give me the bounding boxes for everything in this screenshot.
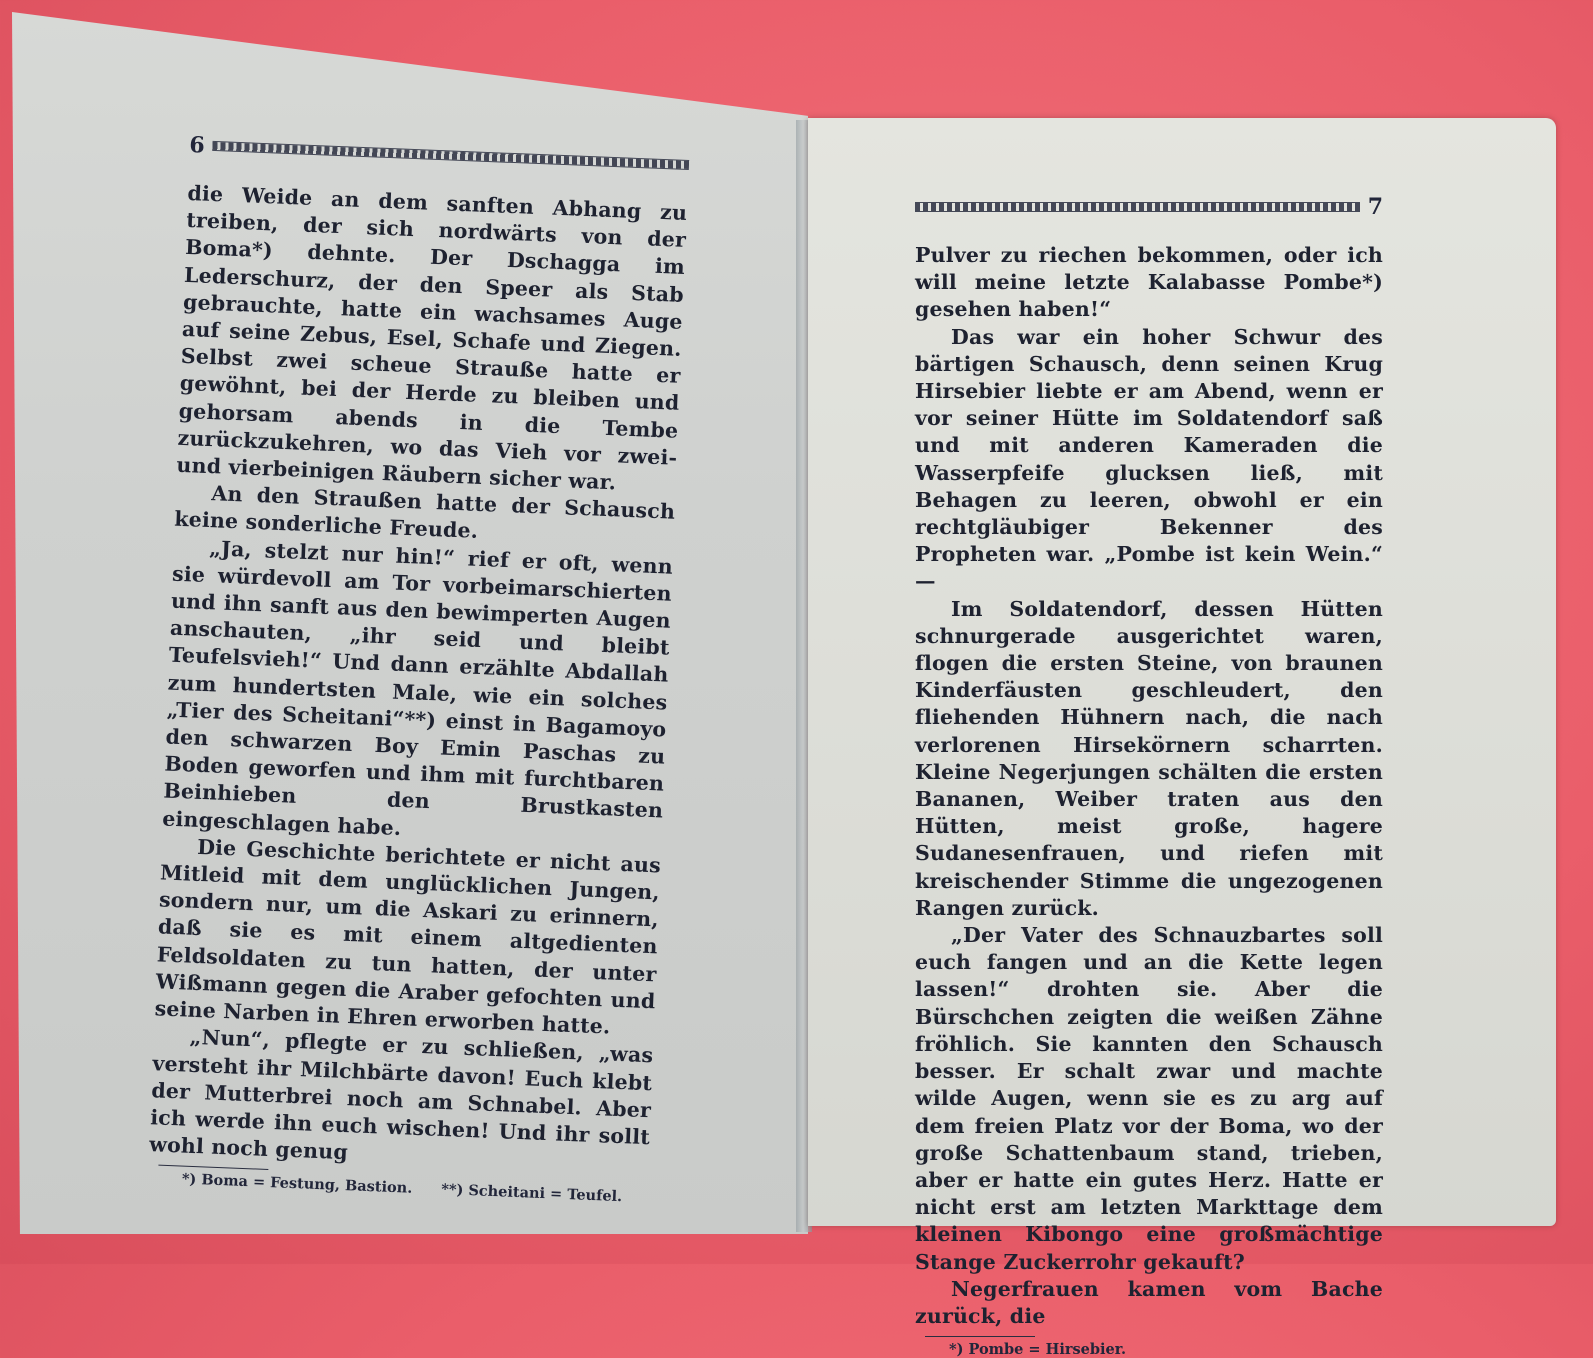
page-number-left: 6 bbox=[188, 131, 206, 159]
paragraph: Negerfrauen kamen vom Bache zurück, die bbox=[915, 1276, 1383, 1328]
paragraph: Im Soldatendorf, dessen Hütten schnurgerade ausgerichtet waren, flogen die ersten Steine, von braunen Kinderfäusten geschleudert, den fliehenden Hühnern nach, die nach verlorenen Hirsekörnern scharrten. Kleine Negerjungen schälten die ersten Bananen, Weiber traten aus den Hütten, meist große, hagere Sudanesenfrauen, und riefen mit kreischender Stimme die ungezogenen Rangen zurück. bbox=[915, 596, 1383, 920]
footnote: *) Pombe = Hirsebier. bbox=[949, 1341, 1127, 1358]
right-page-body bbox=[915, 242, 1383, 1330]
right-page-header bbox=[915, 192, 1383, 222]
page-number-right: 7 bbox=[1367, 194, 1383, 220]
footnote-rule bbox=[925, 1336, 1035, 1337]
paragraph: An den Straußen hatte der Schausch keine sonderliche Freude. bbox=[173, 481, 676, 544]
footnote: **) Scheitani = Teufel. bbox=[440, 1181, 623, 1206]
header-ornament-right bbox=[915, 202, 1360, 212]
paragraph: „Der Vater des Schnauzbartes soll euch fangen und an die Kette legen lassen!“ drohten sie. Aber die Bürschchen zeigten die weißen Zähne fröhlich. Sie kannten den Schausch besser. Er schalt zwar und machte wilde Augen, wenn sie es zu arg auf dem freien Platz vor der Boma, wo der große Schattenbaum stand, trieben, aber er hatte ein gutes Herz. Hatte er nicht erst am letzten Markttage dem kleinen Kibongo eine großmächtige Stange Zuckerrohr gekauft? bbox=[915, 923, 1383, 1274]
left-page-body bbox=[149, 180, 688, 1179]
paragraph: die Weide an dem sanften Abhang zu treiben, der sich nordwärts von der Boma*) dehnte. Der Dschagga im Lederschurz, der den Speer als Stab gebrauchte, hatte ein wachsames Auge auf seine Zebus, Esel, Schafe und Ziegen. Selbst zwei scheue Strauße hatte er gewöhnt, bei der Herde zu bleiben und gehorsam abends in die Tembe zurückzukehren, wo das Vieh vor zwei- und vierbeinigen Räubern sicher war. bbox=[176, 180, 688, 495]
right-page-content bbox=[915, 192, 1383, 1358]
footnote-rule bbox=[158, 1165, 268, 1170]
paragraph: „Nun“, pflegte er zu schließen, „was versteht ihr Milchbärte davon! Euch klebt der Mutterbrei noch am Schnabel. Aber ich werde ihn euch wischen! Und ihr sollt wohl noch genug bbox=[148, 1025, 654, 1165]
left-page-content bbox=[148, 130, 690, 1207]
paragraph: Die Geschichte berichtete er nicht aus Mitleid mit dem unglücklichen Jungen, sondern nur, um die Askari zu erinnern, daß sie es mit einem altgedienten Feldsoldaten zu tun hatten, der unter Wißmann gegen die Araber gefochten und seine Narben in Ehren erworben hatte. bbox=[154, 834, 662, 1039]
paragraph: Das war ein hoher Schwur des bärtigen Schausch, denn seinen Krug Hirsebier liebte er am Abend, wenn er vor seiner Hütte im Soldatendorf saß und mit anderen Kameraden die Wasserpfeife glucksen ließ, mit Behagen zu leeren, obwohl er ein rechtgläubiger Bekenner des Propheten war. „Pombe ist kein Wein.“ — bbox=[915, 324, 1383, 594]
paragraph: Pulver zu riechen bekommen, oder ich will meine letzte Kalabasse Pombe*) gesehen haben!“ bbox=[915, 243, 1383, 322]
footnote: *) Boma = Festung, Bastion. bbox=[181, 1170, 413, 1198]
footnotes-right bbox=[949, 1341, 1383, 1358]
paragraph: „Ja, stelzt nur hin!“ rief er oft, wenn sie würdevoll am Tor vorbeimarschierten und ihn sanft aus den bewimperten Augen anschauten, „ihr seid und bleibt Teufelsvieh!“ Und dann erzählte Abdallah zum hundertsten Male, wie ein solches „Tier des Scheitani“**) einst in Bagamoyo den schwarzen Boy Emin Paschas zu Boden geworfen und ihm mit furchtbaren Beinhieben den Brustkasten eingeschlagen habe. bbox=[161, 535, 674, 840]
